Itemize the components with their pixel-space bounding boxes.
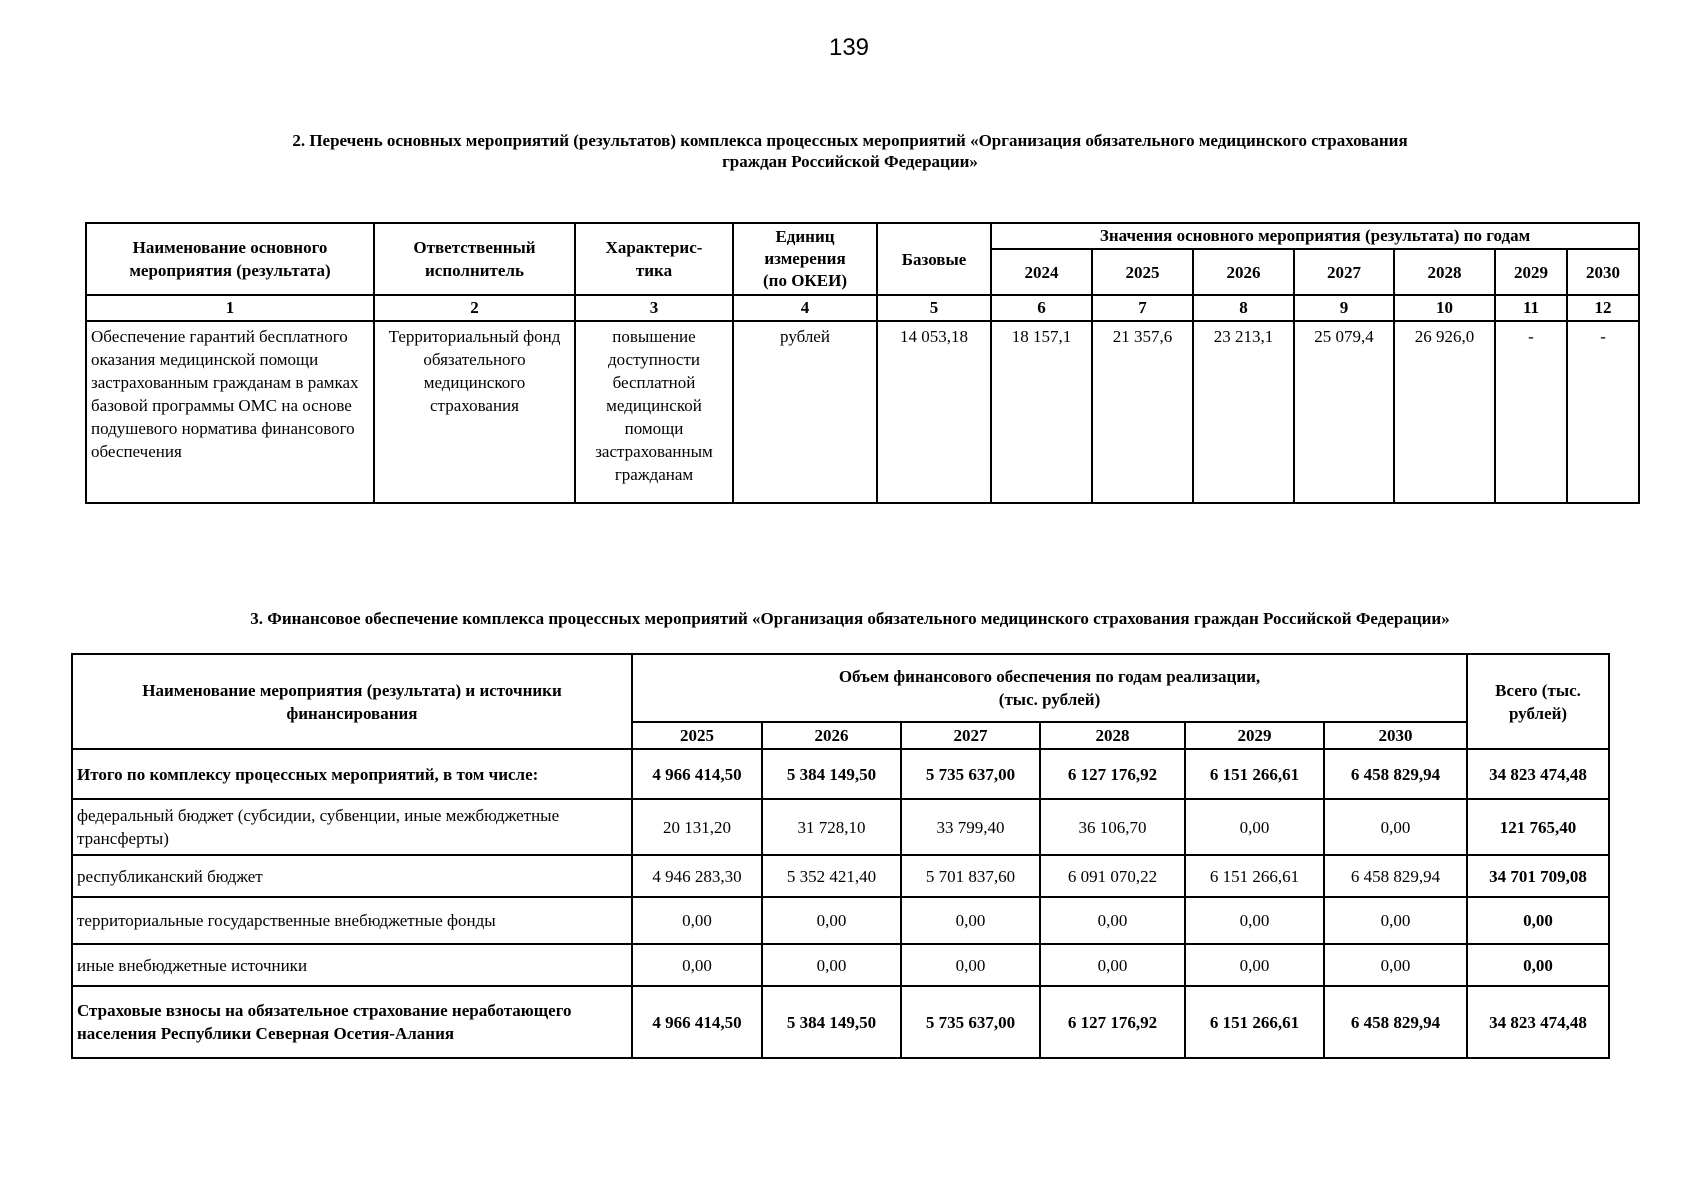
financing-year-value: 6 458 829,94 — [1324, 986, 1467, 1058]
financing-row-total: 121 765,40 — [1467, 799, 1609, 855]
financing-row-name: федеральный бюджет (субсидии, субвенции, иные межбюджетные трансферты) — [72, 799, 632, 855]
section-2-title-line-2: граждан Российской Федерации» — [722, 152, 978, 171]
financing-year-value: 6 151 266,61 — [1185, 855, 1324, 897]
financing-row-name: территориальные государственные внебюджетные фонды — [72, 897, 632, 944]
financing-row-total: 34 701 709,08 — [1467, 855, 1609, 897]
financing-year-value: 4 966 414,50 — [632, 986, 762, 1058]
financing-table-body — [72, 749, 1609, 1058]
financing-year-value: 0,00 — [1185, 897, 1324, 944]
financing-year-value: 5 384 149,50 — [762, 986, 901, 1058]
financing-row-total: 34 823 474,48 — [1467, 986, 1609, 1058]
year-header: 2027 — [1294, 249, 1394, 295]
activity-characteristic: повышение доступности бесплатной медицинской помощи застрахованным гражданам — [575, 321, 733, 503]
column-number: 9 — [1294, 295, 1394, 321]
financing-year-value: 31 728,10 — [762, 799, 901, 855]
volume-line-2: (тыс. рублей) — [998, 690, 1101, 709]
year-header: 2025 — [632, 722, 762, 749]
financing-year-value: 0,00 — [901, 897, 1040, 944]
col-header-characteristic — [575, 223, 733, 295]
financing-year-value: 0,00 — [1185, 944, 1324, 986]
financing-row-name: Страховые взносы на обязательное страхование неработающего населения Республики Северная Осетия-Алания — [72, 986, 632, 1058]
year-header: 2026 — [762, 722, 901, 749]
activity-year-value: 18 157,1 — [991, 321, 1092, 503]
activity-name: Обеспечение гарантий бесплатного оказания медицинской помощи застрахованным гражданам в рамках базовой программы ОМС на основе подушевого норматива финансового обеспечения — [86, 321, 374, 503]
financing-row-total: 34 823 474,48 — [1467, 749, 1609, 799]
col-header-unit — [733, 223, 877, 295]
activity-year-value: 21 357,6 — [1092, 321, 1193, 503]
activities-table — [85, 222, 1640, 504]
characteristic-line-1: Характерис- — [605, 238, 703, 257]
column-number: 7 — [1092, 295, 1193, 321]
year-header: 2028 — [1394, 249, 1495, 295]
column-number: 6 — [991, 295, 1092, 321]
section-2-title-line-1: 2. Перечень основных мероприятий (результатов) комплекса процессных мероприятий «Организация обязательного медицинского страхования — [292, 131, 1408, 150]
column-number: 12 — [1567, 295, 1639, 321]
col-header-name: Наименование основного мероприятия (результата) — [86, 223, 374, 295]
activity-year-value: 23 213,1 — [1193, 321, 1294, 503]
activity-year-value: - — [1495, 321, 1567, 503]
financing-row-name: иные внебюджетные источники — [72, 944, 632, 986]
activity-executor: Территориальный фонд обязательного медицинского страхования — [374, 321, 575, 503]
col-header-base: Базовые — [877, 223, 991, 295]
financing-year-value: 0,00 — [1040, 897, 1185, 944]
col-header-values-group: Значения основного мероприятия (результата) по годам — [991, 223, 1639, 249]
financing-year-value: 36 106,70 — [1040, 799, 1185, 855]
financing-row-total: 0,00 — [1467, 944, 1609, 986]
year-header: 2024 — [991, 249, 1092, 295]
financing-year-value: 6 091 070,22 — [1040, 855, 1185, 897]
financing-row — [72, 897, 1609, 944]
financing-year-value: 0,00 — [762, 897, 901, 944]
characteristic-line-2: тика — [635, 261, 673, 280]
year-header: 2025 — [1092, 249, 1193, 295]
col-header-executor: Ответственный исполнитель — [374, 223, 575, 295]
column-number: 2 — [374, 295, 575, 321]
year-header: 2026 — [1193, 249, 1294, 295]
year-header: 2029 — [1185, 722, 1324, 749]
activity-year-value: 26 926,0 — [1394, 321, 1495, 503]
financing-row — [72, 749, 1609, 799]
financing-year-value: 6 151 266,61 — [1185, 749, 1324, 799]
financing-year-value: 4 946 283,30 — [632, 855, 762, 897]
section-2-title — [100, 130, 1600, 172]
financing-table — [71, 653, 1610, 1059]
financing-year-value: 0,00 — [1185, 799, 1324, 855]
financing-row-name: республиканский бюджет — [72, 855, 632, 897]
activity-base-value: 14 053,18 — [877, 321, 991, 503]
financing-row — [72, 986, 1609, 1058]
financing-year-value: 5 384 149,50 — [762, 749, 901, 799]
col-header-total: Всего (тыс. рублей) — [1467, 654, 1609, 749]
financing-row-total: 0,00 — [1467, 897, 1609, 944]
activity-year-value: 25 079,4 — [1294, 321, 1394, 503]
financing-year-value: 0,00 — [1324, 944, 1467, 986]
financing-year-value: 6 127 176,92 — [1040, 986, 1185, 1058]
financing-year-value: 4 966 414,50 — [632, 749, 762, 799]
financing-year-value: 0,00 — [901, 944, 1040, 986]
financing-year-value: 33 799,40 — [901, 799, 1040, 855]
financing-year-value: 5 352 421,40 — [762, 855, 901, 897]
column-number: 4 — [733, 295, 877, 321]
column-number: 11 — [1495, 295, 1567, 321]
section-3-title: 3. Финансовое обеспечение комплекса процессных мероприятий «Организация обязательного медицинского страхования граждан Российской Федерации» — [250, 609, 1450, 628]
activity-year-value: - — [1567, 321, 1639, 503]
financing-year-value: 20 131,20 — [632, 799, 762, 855]
unit-line-1: Единиц — [775, 227, 835, 246]
year-header: 2028 — [1040, 722, 1185, 749]
year-header: 2027 — [901, 722, 1040, 749]
financing-year-value: 6 458 829,94 — [1324, 749, 1467, 799]
financing-row — [72, 855, 1609, 897]
financing-row-name: Итого по комплексу процессных мероприятий, в том числе: — [72, 749, 632, 799]
page-number: 139 — [828, 34, 870, 61]
year-header: 2030 — [1324, 722, 1467, 749]
column-number: 1 — [86, 295, 374, 321]
financing-row — [72, 799, 1609, 855]
financing-row — [72, 944, 1609, 986]
financing-year-value: 0,00 — [632, 897, 762, 944]
financing-year-value: 0,00 — [632, 944, 762, 986]
financing-year-value: 6 458 829,94 — [1324, 855, 1467, 897]
column-number: 5 — [877, 295, 991, 321]
volume-line-1: Объем финансового обеспечения по годам реализации, — [838, 667, 1261, 686]
financing-year-value: 5 735 637,00 — [901, 986, 1040, 1058]
financing-year-value: 5 735 637,00 — [901, 749, 1040, 799]
year-header: 2030 — [1567, 249, 1639, 295]
financing-year-value: 0,00 — [1040, 944, 1185, 986]
financing-year-value: 0,00 — [1324, 799, 1467, 855]
financing-year-value: 6 151 266,61 — [1185, 986, 1324, 1058]
financing-year-value: 0,00 — [1324, 897, 1467, 944]
unit-line-3: (по ОКЕИ) — [763, 271, 847, 290]
column-number: 8 — [1193, 295, 1294, 321]
col-header-source: Наименование мероприятия (результата) и источники финансирования — [72, 654, 632, 749]
unit-line-2: измерения — [764, 249, 846, 268]
col-header-volume — [632, 654, 1467, 722]
activity-unit: рублей — [733, 321, 877, 503]
financing-year-value: 0,00 — [762, 944, 901, 986]
financing-year-value: 5 701 837,60 — [901, 855, 1040, 897]
column-number: 10 — [1394, 295, 1495, 321]
year-header: 2029 — [1495, 249, 1567, 295]
financing-year-value: 6 127 176,92 — [1040, 749, 1185, 799]
column-number: 3 — [575, 295, 733, 321]
